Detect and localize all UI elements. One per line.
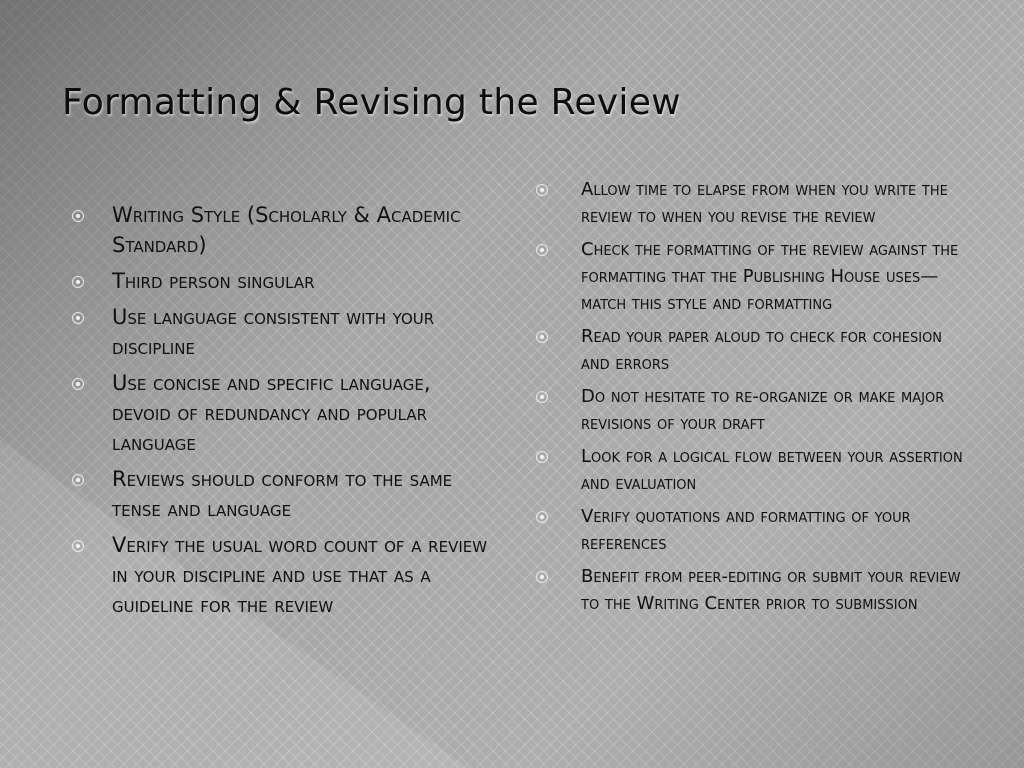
list-item-text: Allow time to elapse from when you write the review to when you revise the review	[581, 179, 948, 227]
right-bullet-list	[536, 176, 976, 623]
list-item-text: Reviews should conform to the same tense and language	[112, 467, 453, 521]
circle-dot-icon	[72, 210, 84, 222]
list-item-text: Benefit from peer-editing or submit your review to the Writing Center prior to submission	[581, 566, 961, 614]
list-item-text: Read your paper aloud to check for cohesion and errors	[581, 326, 943, 374]
left-bullet-list	[72, 200, 492, 626]
list-item-text: Check the formatting of the review against the formatting that the Publishing House uses—match this style and formatting	[581, 239, 959, 314]
list-item	[72, 266, 492, 296]
list-item-text: Writing Style (Scholarly & Academic Standard)	[112, 203, 461, 257]
slide-title: Formatting & Revising the Review	[62, 82, 681, 123]
list-item-text: Look for a logical flow between your assertion and evaluation	[581, 446, 963, 494]
circle-dot-icon	[536, 331, 548, 343]
list-item	[72, 302, 492, 362]
list-item	[536, 176, 976, 230]
list-item-text: Use language consistent with your discipline	[112, 305, 435, 359]
list-item	[536, 503, 976, 557]
list-item	[536, 383, 976, 437]
circle-dot-icon	[72, 312, 84, 324]
list-item-text: Third person singular	[112, 269, 315, 293]
circle-dot-icon	[72, 276, 84, 288]
circle-dot-icon	[536, 451, 548, 463]
list-item	[72, 200, 492, 260]
circle-dot-icon	[536, 511, 548, 523]
circle-dot-icon	[72, 378, 84, 390]
circle-dot-icon	[72, 540, 84, 552]
circle-dot-icon	[536, 184, 548, 196]
list-item-text: Verify the usual word count of a review in your discipline and use that as a guideline for the review	[112, 533, 488, 617]
list-item	[72, 530, 492, 620]
list-item	[72, 464, 492, 524]
list-item-text: Verify quotations and formatting of your references	[581, 506, 911, 554]
circle-dot-icon	[536, 244, 548, 256]
list-item-text: Use concise and specific language, devoid of redundancy and popular language	[112, 371, 431, 455]
list-item	[536, 443, 976, 497]
list-item	[536, 563, 976, 617]
circle-dot-icon	[536, 391, 548, 403]
circle-dot-icon	[72, 474, 84, 486]
list-item	[536, 236, 976, 317]
list-item	[536, 323, 976, 377]
list-item-text: Do not hesitate to re-organize or make major revisions of your draft	[581, 386, 945, 434]
list-item	[72, 368, 492, 458]
circle-dot-icon	[536, 571, 548, 583]
